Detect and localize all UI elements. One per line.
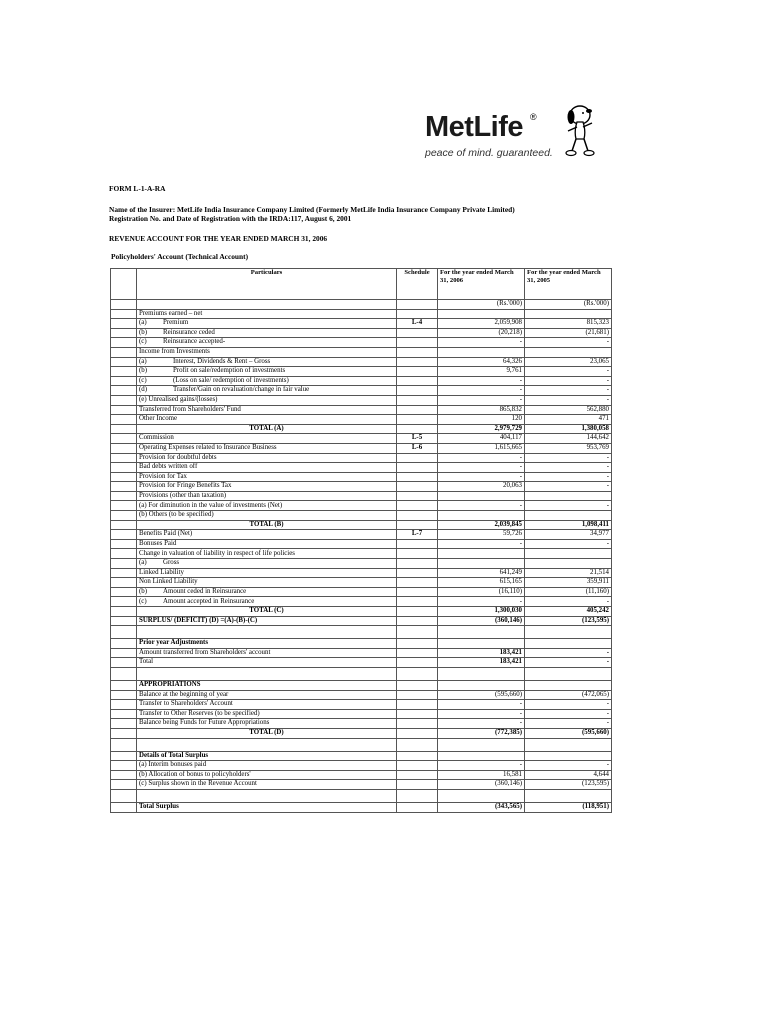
- row-label-text: Transfer/Gain on revaluation/change in fair value: [173, 386, 310, 394]
- row-label: Bad debts written off: [137, 463, 397, 473]
- row-schedule: [397, 549, 438, 559]
- table-row: [111, 539, 612, 549]
- row-label: Total: [137, 658, 397, 668]
- value-2005: 34,977: [525, 530, 612, 540]
- table-row: [111, 328, 612, 338]
- row-schedule: [397, 700, 438, 710]
- row-label: Amount transferred from Shareholders' account: [137, 648, 397, 658]
- form-number: FORM L-1-A-RA: [109, 184, 166, 193]
- table-row: [111, 751, 612, 761]
- table-row: [111, 386, 612, 396]
- row-schedule: L-5: [397, 434, 438, 444]
- row-schedule: [397, 539, 438, 549]
- row-schedule: [397, 491, 438, 501]
- snoopy-mascot-icon: [560, 101, 600, 161]
- insurer-name: Name of the Insurer: MetLife India Insurance Company Limited (Formerly MetLife India Insurance Company Private Limited): [109, 205, 515, 214]
- table-row: [111, 367, 612, 377]
- row-label: (a) Interim bonuses paid: [137, 761, 397, 771]
- row-schedule: [397, 770, 438, 780]
- value-2006: [438, 789, 525, 802]
- value-2005: [525, 491, 612, 501]
- value-2005: -: [525, 376, 612, 386]
- row-label: Prior year Adjustments: [137, 639, 397, 649]
- row-label: Income from Investments: [137, 347, 397, 357]
- table-row: [111, 434, 612, 444]
- value-2005: -: [525, 719, 612, 729]
- value-2006: [438, 559, 525, 569]
- value-2005: [525, 559, 612, 569]
- row-label: Commission: [137, 434, 397, 444]
- value-2006: (20,218): [438, 328, 525, 338]
- value-2006: [438, 680, 525, 690]
- value-2006: (772,385): [438, 728, 525, 738]
- value-2006: [438, 667, 525, 680]
- value-2006: -: [438, 719, 525, 729]
- value-2005: [525, 347, 612, 357]
- value-2005: [525, 511, 612, 521]
- table-row: [111, 648, 612, 658]
- row-schedule: [397, 568, 438, 578]
- row-label-text: (Loss on sale/ redemption of investments): [173, 376, 289, 384]
- value-2005: 144,642: [525, 434, 612, 444]
- logo-tagline: peace of mind. guaranteed.: [425, 147, 553, 159]
- table-row: [111, 549, 612, 559]
- row-schedule: [397, 405, 438, 415]
- value-2006: [438, 751, 525, 761]
- row-schedule: [397, 367, 438, 377]
- value-2006: [438, 549, 525, 559]
- value-2006: 1,300,030: [438, 607, 525, 617]
- row-label: Provision for Fringe Benefits Tax: [137, 482, 397, 492]
- row-label-text: Reinsurance accepted-: [163, 338, 226, 346]
- value-2005: -: [525, 472, 612, 482]
- row-label: Provision for Tax: [137, 472, 397, 482]
- value-2005: [525, 309, 612, 319]
- row-label: [137, 357, 397, 367]
- table-row: [111, 443, 612, 453]
- value-2005: [525, 751, 612, 761]
- value-2006: (16,110): [438, 587, 525, 597]
- row-label: Total Surplus: [137, 802, 397, 812]
- value-2006: [438, 309, 525, 319]
- table-row: [111, 802, 612, 812]
- row-schedule: [397, 472, 438, 482]
- value-2005: [525, 738, 612, 751]
- row-label: [137, 328, 397, 338]
- value-2006: [438, 491, 525, 501]
- value-2005: 1,380,058: [525, 424, 612, 434]
- table-row: [111, 376, 612, 386]
- value-2005: -: [525, 367, 612, 377]
- row-label: [137, 587, 397, 597]
- value-2006: -: [438, 597, 525, 607]
- year-2006-header: For the year ended March 31, 2006: [438, 269, 525, 300]
- value-2006: 59,726: [438, 530, 525, 540]
- value-2006: -: [438, 709, 525, 719]
- value-2005: (595,660): [525, 728, 612, 738]
- row-schedule: [397, 482, 438, 492]
- statement-subtitle: Policyholders' Account (Technical Account): [111, 252, 249, 261]
- year-2005-header: For the year ended March 31, 2005: [525, 269, 612, 300]
- table-row: [111, 639, 612, 649]
- value-2006: [438, 738, 525, 751]
- row-label: APPROPRIATIONS: [137, 680, 397, 690]
- table-row: [111, 709, 612, 719]
- row-label: Provision for doubtful debts: [137, 453, 397, 463]
- table-row: [111, 482, 612, 492]
- row-prefix: (c): [139, 376, 147, 384]
- schedule-header: Schedule: [397, 269, 438, 300]
- row-label: Transfer to Shareholders' Account: [137, 700, 397, 710]
- row-schedule: [397, 709, 438, 719]
- row-schedule: [397, 559, 438, 569]
- row-label: [137, 626, 397, 639]
- row-schedule: L-6: [397, 443, 438, 453]
- logo-wordmark: MetLife: [425, 111, 523, 143]
- table-row: [111, 728, 612, 738]
- value-2006: -: [438, 501, 525, 511]
- row-label: Operating Expenses related to Insurance Business: [137, 443, 397, 453]
- value-2006: 615,165: [438, 578, 525, 588]
- table-row: [111, 658, 612, 668]
- table-row: [111, 700, 612, 710]
- logo-registered-mark: ®: [530, 112, 537, 122]
- value-2006: -: [438, 453, 525, 463]
- row-prefix: (a): [139, 319, 147, 327]
- row-label-text: Premium: [163, 319, 189, 327]
- row-schedule: [397, 667, 438, 680]
- row-label: [137, 559, 397, 569]
- row-schedule: [397, 751, 438, 761]
- value-2005: -: [525, 597, 612, 607]
- value-2006: -: [438, 395, 525, 405]
- table-row: [111, 357, 612, 367]
- row-label: [137, 367, 397, 377]
- value-2006: 2,039,845: [438, 520, 525, 530]
- row-schedule: [397, 719, 438, 729]
- unit-2005: (Rs.'000): [525, 300, 612, 310]
- row-label: [137, 789, 397, 802]
- row-schedule: [397, 597, 438, 607]
- value-2006: 64,326: [438, 357, 525, 367]
- value-2006: 16,581: [438, 770, 525, 780]
- row-label: (b) Others (to be specified): [137, 511, 397, 521]
- row-schedule: [397, 424, 438, 434]
- row-label: Bonuses Paid: [137, 539, 397, 549]
- spacer-row: [111, 738, 612, 751]
- row-label: (b) Allocation of bonus to policyholders': [137, 770, 397, 780]
- row-label-text: Amount ceded in Reinsurance: [163, 587, 247, 595]
- row-schedule: [397, 415, 438, 425]
- row-label: TOTAL (A): [137, 424, 397, 434]
- table-row: [111, 319, 612, 329]
- value-2005: 953,769: [525, 443, 612, 453]
- table-row: [111, 463, 612, 473]
- value-2005: [525, 789, 612, 802]
- row-label: TOTAL (B): [137, 520, 397, 530]
- row-prefix: (d): [139, 386, 148, 394]
- row-label: (e) Unrealised gains/(losses): [137, 395, 397, 405]
- row-label: TOTAL (D): [137, 728, 397, 738]
- row-prefix: (b): [139, 367, 148, 375]
- value-2005: -: [525, 338, 612, 348]
- value-2005: [525, 549, 612, 559]
- table-row: [111, 719, 612, 729]
- value-2005: -: [525, 658, 612, 668]
- row-label: Transfer to Other Reserves (to be specified): [137, 709, 397, 719]
- value-2005: 1,098,411: [525, 520, 612, 530]
- value-2006: -: [438, 386, 525, 396]
- row-schedule: [397, 690, 438, 700]
- table-row: [111, 530, 612, 540]
- table-row: [111, 491, 612, 501]
- row-label-text: Amount accepted in Reinsurance: [163, 597, 255, 605]
- table-row: [111, 587, 612, 597]
- row-schedule: [397, 780, 438, 790]
- value-2005: [525, 680, 612, 690]
- unit-2006: (Rs.'000): [438, 300, 525, 310]
- value-2006: 183,421: [438, 658, 525, 668]
- table-row: [111, 559, 612, 569]
- value-2005: 562,880: [525, 405, 612, 415]
- value-2006: [438, 347, 525, 357]
- row-label: [137, 386, 397, 396]
- spacer-row: [111, 667, 612, 680]
- row-schedule: [397, 658, 438, 668]
- value-2006: (595,660): [438, 690, 525, 700]
- value-2005: -: [525, 386, 612, 396]
- table-row: [111, 424, 612, 434]
- row-label: [137, 319, 397, 329]
- row-label: (a) For diminution in the value of investments (Net): [137, 501, 397, 511]
- value-2005: (472,065): [525, 690, 612, 700]
- spacer-row: [111, 789, 612, 802]
- table-row: [111, 511, 612, 521]
- row-schedule: [397, 761, 438, 771]
- table-row: [111, 347, 612, 357]
- row-schedule: [397, 395, 438, 405]
- value-2006: -: [438, 463, 525, 473]
- revenue-account-table: [110, 268, 612, 813]
- value-2006: 20,063: [438, 482, 525, 492]
- value-2006: 2,979,729: [438, 424, 525, 434]
- value-2005: -: [525, 501, 612, 511]
- row-schedule: [397, 789, 438, 802]
- value-2006: 404,117: [438, 434, 525, 444]
- row-schedule: [397, 587, 438, 597]
- particulars-header: Particulars: [137, 269, 397, 300]
- row-schedule: [397, 578, 438, 588]
- row-prefix: (b): [139, 587, 148, 595]
- row-label: Premiums earned – net: [137, 309, 397, 319]
- row-schedule: L-7: [397, 530, 438, 540]
- value-2005: (21,681): [525, 328, 612, 338]
- row-schedule: [397, 463, 438, 473]
- row-label-text: Profit on sale/redemption of investments: [173, 367, 286, 375]
- table-row: [111, 761, 612, 771]
- row-schedule: [397, 357, 438, 367]
- value-2006: (343,565): [438, 802, 525, 812]
- row-schedule: [397, 511, 438, 521]
- row-label: Change in valuation of liability in respect of life policies: [137, 549, 397, 559]
- table-row: [111, 309, 612, 319]
- row-label: Benefits Paid (Net): [137, 530, 397, 540]
- row-prefix: (c): [139, 597, 147, 605]
- value-2006: 183,421: [438, 648, 525, 658]
- value-2005: -: [525, 453, 612, 463]
- value-2005: [525, 667, 612, 680]
- row-label: Transferred from Shareholders' Fund: [137, 405, 397, 415]
- unit-row: [111, 300, 612, 310]
- value-2005: 359,911: [525, 578, 612, 588]
- row-schedule: [397, 680, 438, 690]
- row-label: SURPLUS/ (DEFICIT) (D) =(A)-(B)-(C): [137, 616, 397, 626]
- value-2006: [438, 511, 525, 521]
- table-row: [111, 770, 612, 780]
- value-2005: [525, 639, 612, 649]
- value-2005: [525, 626, 612, 639]
- value-2006: 1,615,665: [438, 443, 525, 453]
- row-prefix: (b): [139, 328, 148, 336]
- table-row: [111, 338, 612, 348]
- row-schedule: [397, 626, 438, 639]
- table-row: [111, 578, 612, 588]
- value-2006: -: [438, 761, 525, 771]
- value-2005: -: [525, 648, 612, 658]
- value-2006: -: [438, 472, 525, 482]
- value-2005: -: [525, 539, 612, 549]
- row-label: Other Income: [137, 415, 397, 425]
- statement-title: REVENUE ACCOUNT FOR THE YEAR ENDED MARCH 31, 2006: [109, 234, 328, 243]
- row-label: TOTAL (C): [137, 607, 397, 617]
- value-2006: [438, 639, 525, 649]
- row-label: [137, 376, 397, 386]
- value-2006: (360,146): [438, 780, 525, 790]
- value-2005: 815,323: [525, 319, 612, 329]
- row-label-text: Gross: [163, 559, 180, 567]
- row-label-text: Reinsurance ceded: [163, 328, 215, 336]
- row-schedule: [397, 328, 438, 338]
- table-row: [111, 568, 612, 578]
- table-row: [111, 520, 612, 530]
- table-row: [111, 690, 612, 700]
- value-2005: -: [525, 482, 612, 492]
- value-2006: 120: [438, 415, 525, 425]
- table-row: [111, 680, 612, 690]
- value-2005: (123,595): [525, 780, 612, 790]
- row-schedule: [397, 386, 438, 396]
- row-label: [137, 338, 397, 348]
- value-2005: (118,951): [525, 802, 612, 812]
- row-label-text: Interest, Dividends & Rent – Gross: [173, 357, 271, 365]
- row-label: [137, 667, 397, 680]
- row-schedule: [397, 616, 438, 626]
- table-row: [111, 415, 612, 425]
- value-2006: [438, 626, 525, 639]
- table-row: [111, 607, 612, 617]
- value-2005: 23,065: [525, 357, 612, 367]
- value-2005: 4,644: [525, 770, 612, 780]
- value-2005: -: [525, 761, 612, 771]
- row-label: (c) Surplus shown in the Revenue Account: [137, 780, 397, 790]
- row-schedule: [397, 738, 438, 751]
- row-schedule: [397, 309, 438, 319]
- row-schedule: [397, 648, 438, 658]
- row-schedule: [397, 520, 438, 530]
- row-schedule: [397, 501, 438, 511]
- row-label: Balance being Funds for Future Appropriations: [137, 719, 397, 729]
- table-row: [111, 616, 612, 626]
- row-schedule: L-4: [397, 319, 438, 329]
- row-schedule: [397, 639, 438, 649]
- value-2005: 405,242: [525, 607, 612, 617]
- table-row: [111, 395, 612, 405]
- value-2006: -: [438, 700, 525, 710]
- value-2006: -: [438, 376, 525, 386]
- table-row: [111, 472, 612, 482]
- row-schedule: [397, 376, 438, 386]
- row-label: [137, 738, 397, 751]
- row-label: Details of Total Surplus: [137, 751, 397, 761]
- table-row: [111, 597, 612, 607]
- row-label: Balance at the beginning of year: [137, 690, 397, 700]
- value-2006: (360,146): [438, 616, 525, 626]
- value-2005: -: [525, 463, 612, 473]
- row-label: Non Linked Liability: [137, 578, 397, 588]
- table-row: [111, 780, 612, 790]
- table-header-row: [111, 269, 612, 300]
- value-2005: -: [525, 709, 612, 719]
- row-schedule: [397, 802, 438, 812]
- row-schedule: [397, 338, 438, 348]
- value-2006: 865,832: [438, 405, 525, 415]
- table-row: [111, 453, 612, 463]
- value-2006: -: [438, 539, 525, 549]
- row-prefix: (c): [139, 338, 147, 346]
- value-2006: 9,761: [438, 367, 525, 377]
- spacer-row: [111, 626, 612, 639]
- value-2006: 641,249: [438, 568, 525, 578]
- table-row: [111, 405, 612, 415]
- value-2005: 471: [525, 415, 612, 425]
- value-2005: (11,160): [525, 587, 612, 597]
- row-label: Linked Liability: [137, 568, 397, 578]
- row-prefix: (a): [139, 357, 147, 365]
- row-schedule: [397, 607, 438, 617]
- row-label: Provisions (other than taxation): [137, 491, 397, 501]
- row-prefix: (a): [139, 559, 147, 567]
- value-2005: 21,514: [525, 568, 612, 578]
- value-2005: -: [525, 700, 612, 710]
- row-schedule: [397, 453, 438, 463]
- metlife-logo: [405, 95, 595, 165]
- value-2005: (123,595): [525, 616, 612, 626]
- value-2005: -: [525, 395, 612, 405]
- row-schedule: [397, 728, 438, 738]
- registration-info: Registration No. and Date of Registration with the IRDA:117, August 6, 2001: [109, 214, 352, 223]
- value-2006: 2,059,908: [438, 319, 525, 329]
- row-schedule: [397, 347, 438, 357]
- row-label: [137, 597, 397, 607]
- value-2006: -: [438, 338, 525, 348]
- table-row: [111, 501, 612, 511]
